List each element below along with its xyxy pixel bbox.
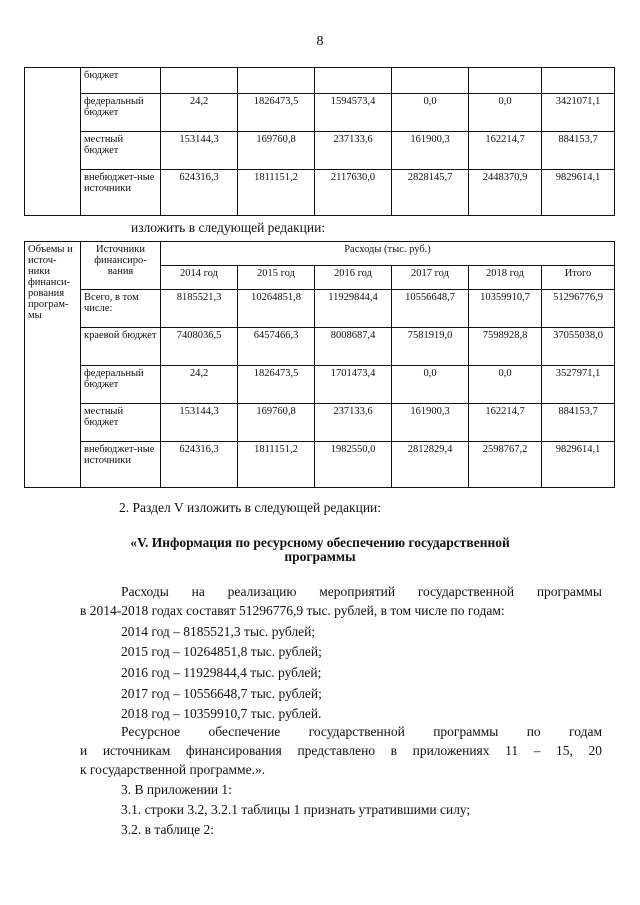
- paragraph-line: к государственной программе.».: [80, 762, 266, 777]
- value-cell: 7581919,0: [392, 328, 469, 366]
- value-cell: 1826473,5: [238, 94, 315, 132]
- source-cell: местный бюджет: [81, 132, 161, 170]
- value-cell: 11929844,4: [315, 290, 392, 328]
- value-cell: 1826473,5: [238, 366, 315, 404]
- source-cell: бюджет: [81, 68, 161, 94]
- table-row: [25, 94, 615, 132]
- year-header: 2017 год: [392, 266, 469, 290]
- value-cell: 162214,7: [469, 404, 542, 442]
- value-cell: 0,0: [469, 366, 542, 404]
- value-cell: 624316,3: [161, 170, 238, 216]
- year-line: 2014 год – 8185521,3 тыс. рублей;: [121, 624, 316, 639]
- value-cell: 884153,7: [542, 404, 615, 442]
- year-header: 2018 год: [469, 266, 542, 290]
- value-cell: 3527971,1: [542, 366, 615, 404]
- value-cell: 51296776,9: [542, 290, 615, 328]
- value-cell: 0,0: [392, 94, 469, 132]
- paragraph-line: и источникам финансирования представлено в приложениях 11 – 15, 20: [80, 743, 602, 758]
- value-cell: [392, 68, 469, 94]
- value-cell: 8008687,4: [315, 328, 392, 366]
- value-cell: 9829614,1: [542, 442, 615, 488]
- value-cell: 10556648,7: [392, 290, 469, 328]
- value-cell: [315, 68, 392, 94]
- section-intro: 2. Раздел V изложить в следующей редакции:: [119, 500, 382, 515]
- value-cell: 162214,7: [469, 132, 542, 170]
- value-cell: 7598928,8: [469, 328, 542, 366]
- table-header-row: [25, 242, 615, 266]
- item-line: 3.1. строки 3.2, 3.2.1 таблицы 1 признать утратившими силу;: [121, 802, 471, 817]
- year-line: 2016 год – 11929844,4 тыс. рублей;: [121, 665, 322, 680]
- source-cell: краевой бюджет: [81, 328, 161, 366]
- value-cell: [238, 68, 315, 94]
- label-cell-empty: [25, 68, 81, 216]
- value-cell: 7408036,5: [161, 328, 238, 366]
- value-cell: 8185521,3: [161, 290, 238, 328]
- value-cell: 37055038,0: [542, 328, 615, 366]
- value-cell: [469, 68, 542, 94]
- paragraph-line: Расходы на реализацию мероприятий государственной программы: [121, 584, 602, 599]
- source-cell: внебюджет-ные источники: [81, 170, 161, 216]
- value-cell: [161, 68, 238, 94]
- value-cell: 2828145,7: [392, 170, 469, 216]
- table-row: [25, 366, 615, 404]
- source-cell: Всего, в том числе:: [81, 290, 161, 328]
- expenses-header: Расходы (тыс. руб.): [161, 242, 615, 266]
- paragraph-line: Ресурсное обеспечение государственной программы по годам: [121, 724, 602, 739]
- program-label-cell: Объемы и источ-ники финанси-рования програм-мы: [25, 242, 81, 488]
- page-number: 8: [316, 34, 324, 49]
- value-cell: 153144,3: [161, 132, 238, 170]
- source-cell: местный бюджет: [81, 404, 161, 442]
- funding-table-continued: [24, 67, 615, 216]
- value-cell: 6457466,3: [238, 328, 315, 366]
- value-cell: 0,0: [392, 366, 469, 404]
- value-cell: 169760,8: [238, 132, 315, 170]
- table-row: [25, 328, 615, 366]
- table-row: [25, 132, 615, 170]
- value-cell: 161900,3: [392, 404, 469, 442]
- value-cell: 1811151,2: [238, 442, 315, 488]
- year-line: 2015 год – 10264851,8 тыс. рублей;: [121, 644, 322, 659]
- table-row: [25, 442, 615, 488]
- value-cell: 1982550,0: [315, 442, 392, 488]
- source-cell: внебюджет-ные источники: [81, 442, 161, 488]
- table-row: [25, 404, 615, 442]
- value-cell: 1594573,4: [315, 94, 392, 132]
- value-cell: 2598767,2: [469, 442, 542, 488]
- value-cell: 10264851,8: [238, 290, 315, 328]
- year-header: 2014 год: [161, 266, 238, 290]
- value-cell: 24,2: [161, 94, 238, 132]
- source-cell: федеральный бюджет: [81, 94, 161, 132]
- intro-text: изложить в следующей редакции:: [131, 220, 326, 235]
- value-cell: 2812829,4: [392, 442, 469, 488]
- section-heading-line1: «V. Информация по ресурсному обеспечению государственной: [130, 535, 510, 550]
- value-cell: 884153,7: [542, 132, 615, 170]
- value-cell: 169760,8: [238, 404, 315, 442]
- section-heading-line2: программы: [284, 549, 356, 564]
- value-cell: 3421071,1: [542, 94, 615, 132]
- value-cell: [542, 68, 615, 94]
- value-cell: 9829614,1: [542, 170, 615, 216]
- value-cell: 2117630,0: [315, 170, 392, 216]
- value-cell: 10359910,7: [469, 290, 542, 328]
- year-line: 2017 год – 10556648,7 тыс. рублей;: [121, 686, 322, 701]
- value-cell: 1701473,4: [315, 366, 392, 404]
- value-cell: 1811151,2: [238, 170, 315, 216]
- value-cell: 2448370,9: [469, 170, 542, 216]
- value-cell: 24,2: [161, 366, 238, 404]
- sources-header: Источники финансиро-вания: [81, 242, 161, 290]
- value-cell: 237133,6: [315, 132, 392, 170]
- table-row: [25, 68, 615, 94]
- funding-table: [24, 241, 615, 488]
- table-row: [25, 170, 615, 216]
- value-cell: 624316,3: [161, 442, 238, 488]
- year-header: 2015 год: [238, 266, 315, 290]
- item-line: 3. В приложении 1:: [121, 782, 232, 797]
- value-cell: 237133,6: [315, 404, 392, 442]
- paragraph-line: в 2014-2018 годах составят 51296776,9 тыс. рублей, в том числе по годам:: [80, 603, 505, 618]
- source-cell: федеральный бюджет: [81, 366, 161, 404]
- total-header: Итого: [542, 266, 615, 290]
- year-header: 2016 год: [315, 266, 392, 290]
- table-row: [25, 290, 615, 328]
- year-line: 2018 год – 10359910,7 тыс. рублей.: [121, 706, 322, 721]
- value-cell: 161900,3: [392, 132, 469, 170]
- value-cell: 153144,3: [161, 404, 238, 442]
- item-line: 3.2. в таблице 2:: [121, 822, 215, 837]
- value-cell: 0,0: [469, 94, 542, 132]
